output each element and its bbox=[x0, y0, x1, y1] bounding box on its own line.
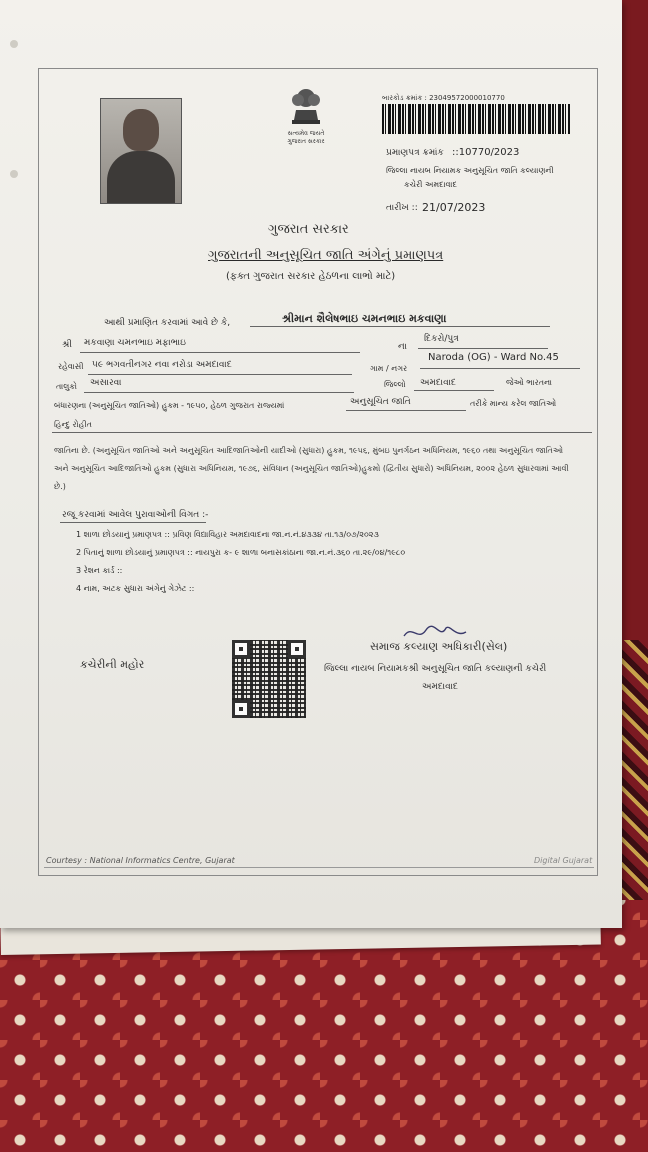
caste: હિન્દુ રોહીત bbox=[54, 420, 92, 429]
emblem-caption: સત્યમેવ જયતે bbox=[287, 130, 325, 137]
certificate-subtitle: (ફક્ત ગુજરાત સરકાર હેઠળના લાભો માટે) bbox=[226, 271, 396, 282]
father-name: મકવાણા ચમનભાઇ મફાભાઇ bbox=[84, 338, 186, 348]
father-prefix: શ્રી bbox=[62, 340, 72, 350]
applicant-photo bbox=[100, 98, 182, 204]
date-label: તારીખ :: bbox=[386, 203, 418, 213]
barcode bbox=[382, 104, 570, 134]
applicant-name: શ્રીમાન શૈલેષભાઇ ચમનભાઇ મકવાણા bbox=[282, 312, 447, 325]
proofs-heading: રજૂ કરવામાં આવેલ પુરાવાઓની વિગત :- bbox=[62, 510, 209, 520]
caste-type: અનુસૂચિત જાતિ bbox=[350, 397, 411, 407]
issue-date: 21/07/2023 bbox=[422, 201, 486, 214]
govt-title: ગુજરાત સરકાર bbox=[268, 222, 349, 237]
officer-city: અમદાવાદ bbox=[422, 682, 458, 692]
digital-gujarat-label: Digital Gujarat bbox=[534, 856, 593, 865]
officer-office: જિલ્લા નાયબ નિયામકશ્રી અનુસૂચિત જાતિ કલ્યાણની કચેરી bbox=[324, 664, 547, 674]
officer-title: સમાજ કલ્યાણ અધિકારી(સેલ) bbox=[370, 640, 508, 653]
proof-item-1: 1 શાળા છોડયાનું પ્રમાણપત્ર :: પ્રવિણ વિદ્યાવિહાર અમદાવાદના જા.ન.નં.૪૩૩૪ તા.૧૩/૦૭/૨૦૨૩ bbox=[76, 530, 379, 539]
intro-text: આથી પ્રમાણિત કરવામાં આવે છે કે, bbox=[104, 318, 231, 328]
resident-label: રહેવાસી bbox=[58, 362, 84, 371]
district-label: જિલ્લો bbox=[384, 380, 406, 389]
emblem-caption-state: ગુજરાત સરકાર bbox=[287, 138, 325, 145]
cert-no-label: પ્રમાણપત્ર ક્રમાંક bbox=[386, 148, 444, 158]
office-line-1: જિલ્લા નાયબ નિયામક અનુસૂચિત જાતિ કલ્યાણની bbox=[386, 166, 554, 175]
constitution-text: બંધારણના (અનુસૂચિત જાતિઓ) હુકમ - ૧૯૫૦, હેઠળ ગુજરાત રાજ્યમાં bbox=[54, 401, 285, 410]
je-label: જેઓ ભારતના bbox=[506, 378, 553, 387]
lion-capital-icon bbox=[286, 80, 326, 126]
address: ૫૯ ભગવતીનગર નવા નરોડા અમદાવાદ bbox=[92, 360, 232, 370]
cert-no: ::10770/2023 bbox=[452, 147, 520, 158]
taluka: અસારવા bbox=[90, 378, 122, 388]
state-emblem bbox=[276, 80, 336, 160]
background-fabric-edge bbox=[618, 640, 648, 900]
proof-item-4: 4 નામ, અટક સુધારા અંગેનું ગેઝેટ :: bbox=[76, 584, 195, 593]
nic-courtesy: Courtesy : National Informatics Centre, Gujarat bbox=[46, 856, 235, 865]
relation: દિકરો/પુત્ર bbox=[424, 334, 459, 344]
proof-item-3: 3 રેશન કાર્ડ :: bbox=[76, 566, 123, 575]
punch-hole bbox=[10, 40, 18, 48]
proof-item-2: 2 પિતાનું શાળા છોડયાનું પ્રમાણપત્ર :: નાયપુરા ક- ૯ શાળા બનાસકાંઠાના જા.ન.નં.૩૬૦ તા.૨૯/૦૪/૧૯૮૦ bbox=[76, 548, 406, 557]
verification-qr-code bbox=[232, 640, 306, 718]
district: અમદાવાદ bbox=[420, 378, 456, 388]
recognized-text: તરીકે માન્ય કરેલ જાતિઓ bbox=[470, 399, 557, 408]
barcode-label: બારકોડ ક્રમાંક : 23049572000010770 bbox=[382, 94, 505, 102]
office-line-2: કચેરી અમદાવાદ bbox=[404, 180, 457, 189]
village: Naroda (OG) - Ward No.45 bbox=[428, 352, 559, 363]
na-text: ના bbox=[398, 342, 407, 352]
legal-paragraph: જાતિના છે. (અનુસૂચિત જાતિઓ અને અનુસૂચિત આદિજાતિઓની યાદીઓ (સુધારા) હુકમ, ૧૯૫૬, મુંબઇ પુનર્ગઠન અધિનિયમ, ૧૯૬૦ તથા અનુસૂચિત જાતિઓ અને અનુસૂચિત આદિજાતિઓ હુકમ (સુધારા અધિનિયમ, ૧૯૭૬, સંવિધાન (અનુસૂચિત જાતિઓ)હુકમો (દ્વિતીય સુધારો) અધિનિયમ, ૨૦૦૨ હેઠળ સુધારવામાં આવી છે.) bbox=[54, 446, 569, 491]
village-label: ગામ / નગર bbox=[370, 364, 408, 373]
punch-hole bbox=[10, 170, 18, 178]
office-seal-label: કચેરીની મહોર bbox=[80, 658, 145, 671]
certificate-title: ગુજરાતની અનુસૂચિત જાતિ અંગેનું પ્રમાણપત્ર bbox=[208, 248, 444, 263]
taluka-label: તાલુકો bbox=[56, 382, 77, 391]
